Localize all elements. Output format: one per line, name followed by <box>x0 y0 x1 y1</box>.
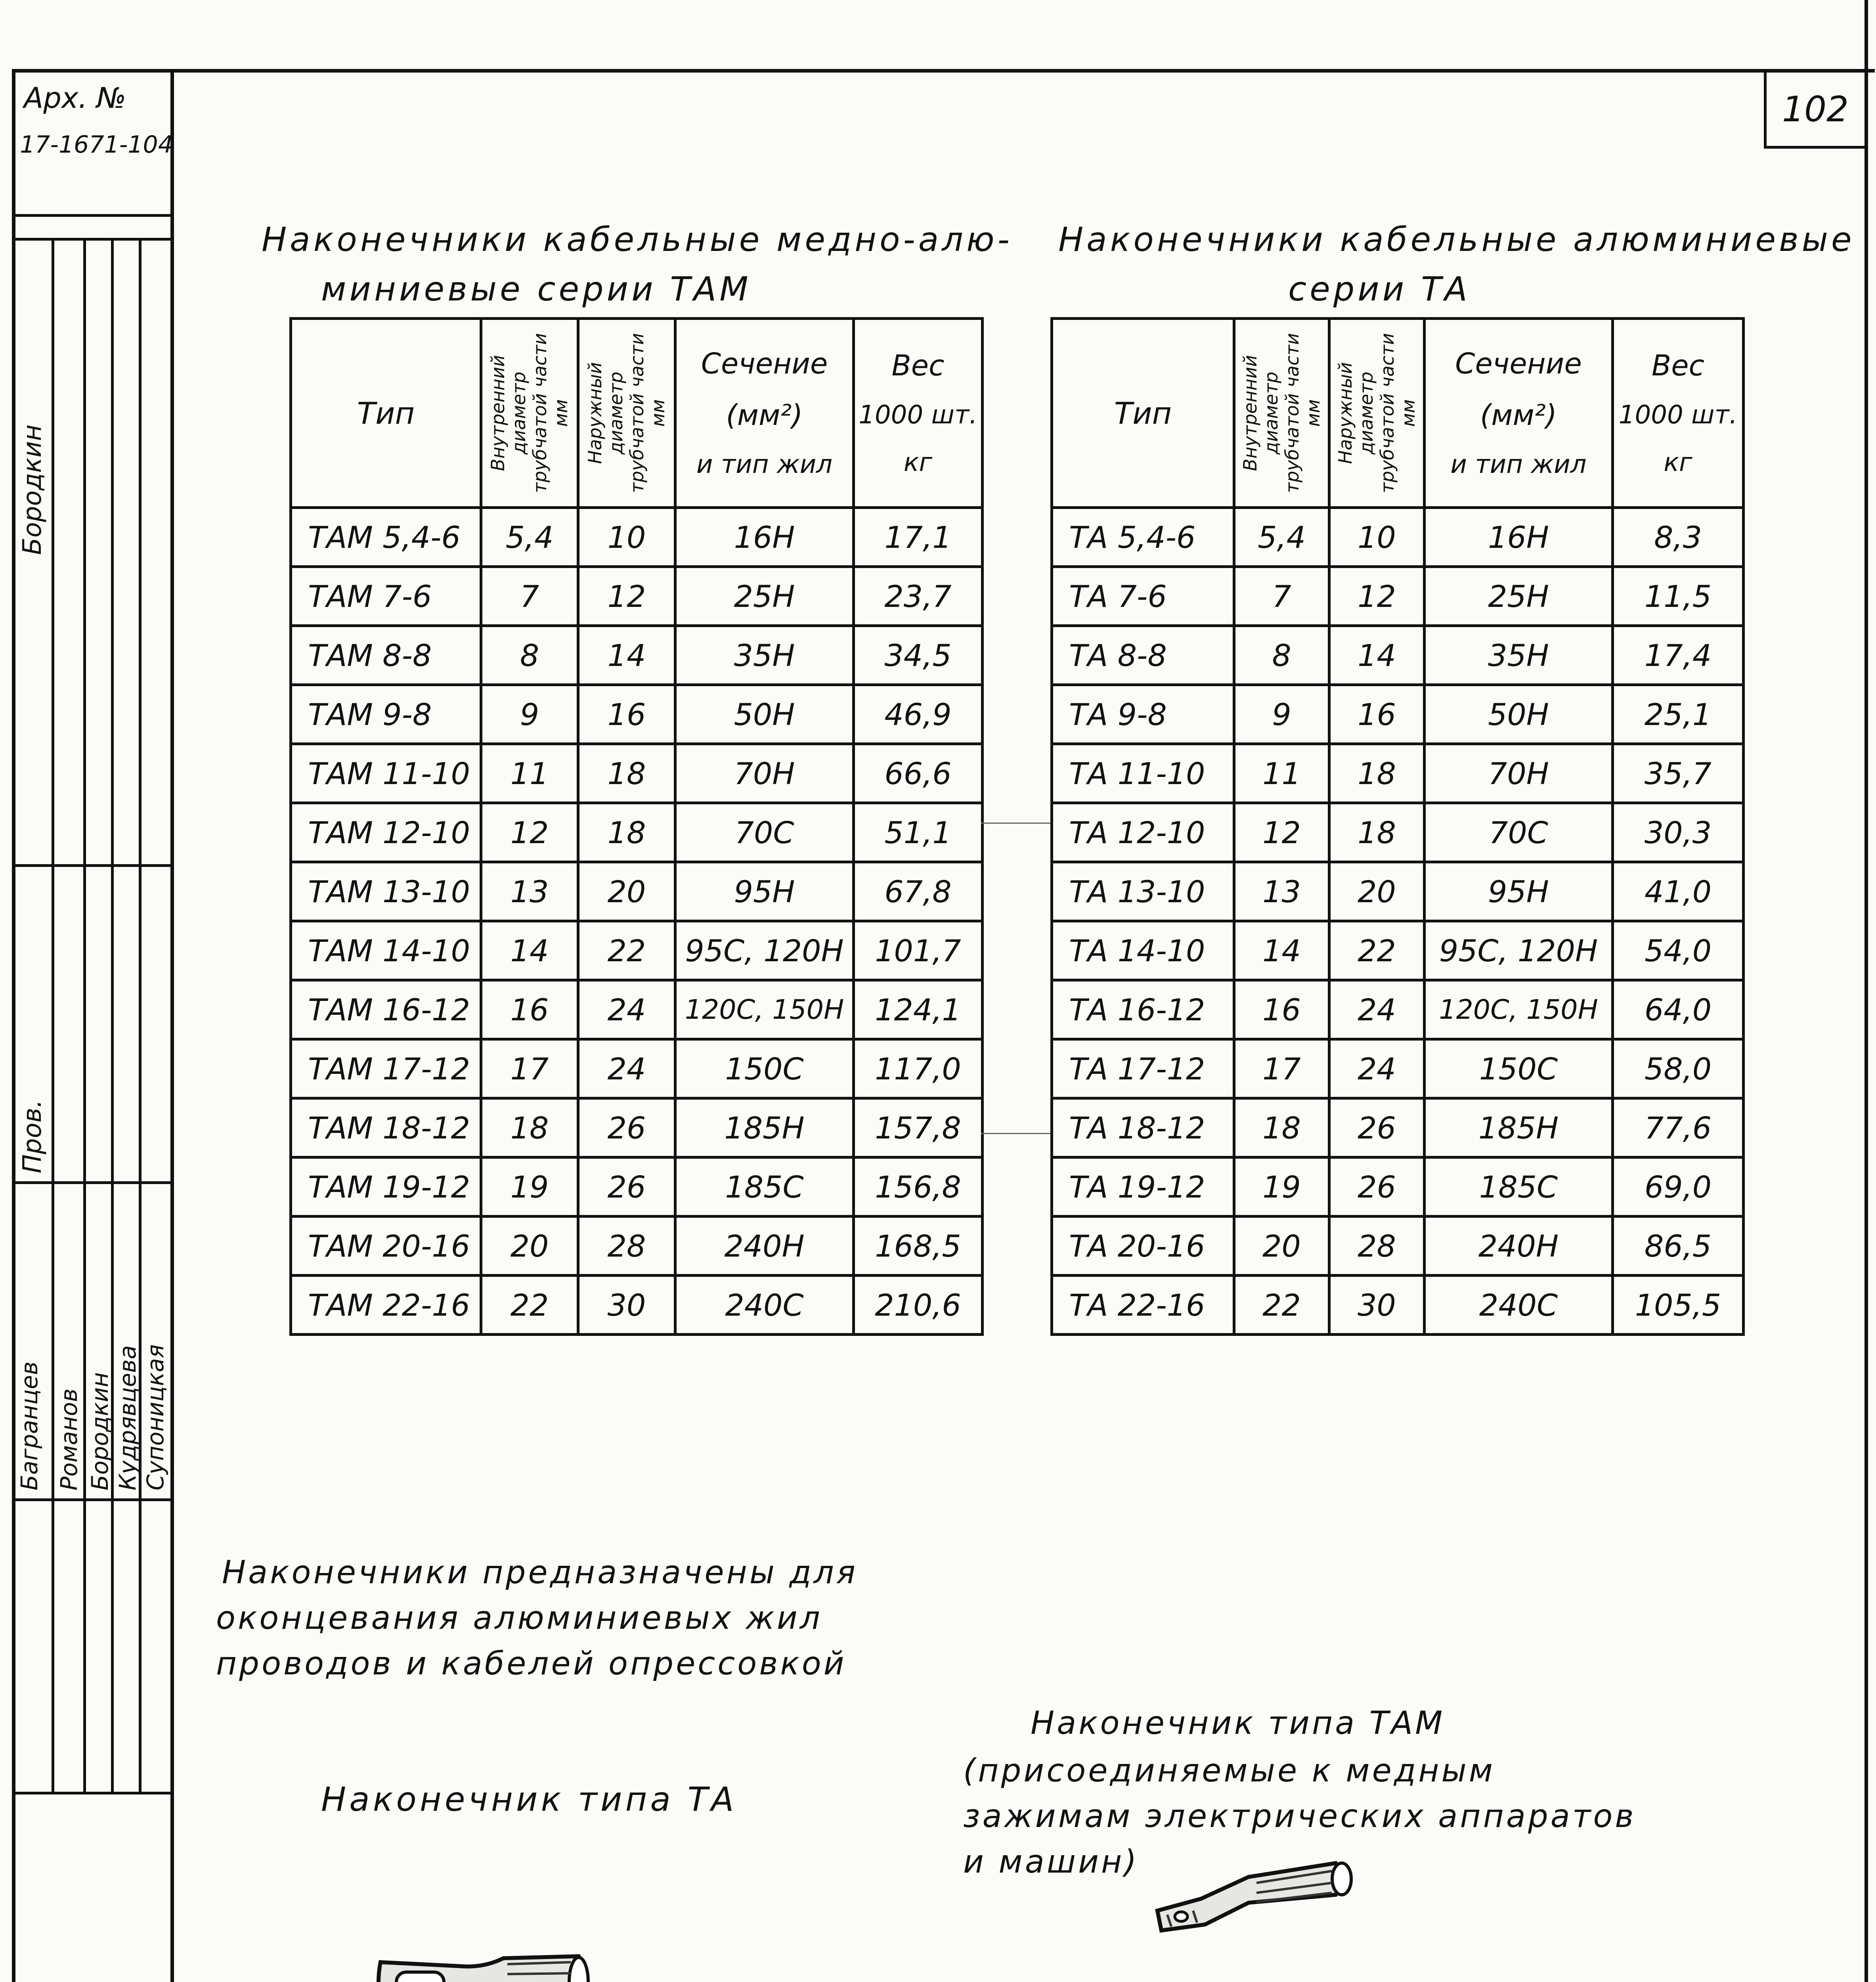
header-weight: Вес 1000 шт. кг <box>1613 319 1744 508</box>
table-row: ТА 9-8 9 16 50Н 25,1 <box>1052 685 1744 744</box>
tam-lug-drawing <box>1149 1855 1356 1938</box>
ta-lug-drawing <box>373 1946 595 1982</box>
purpose-line1: Наконечники предназначены для <box>222 1554 858 1591</box>
strip-signatory-3: Бородкин <box>86 1372 113 1490</box>
frame-top <box>12 69 1875 73</box>
table-row: ТА 5,4-6 5,4 10 16Н 8,3 <box>1052 508 1744 567</box>
table-header-row <box>1052 319 1744 508</box>
header-type: Тип <box>1052 319 1234 508</box>
table-row: ТАМ 13-10 13 20 95Н 67,8 <box>291 862 983 921</box>
tam-caption-line1: Наконечник типа ТАМ <box>1031 1705 1445 1741</box>
header-outer-diameter: Наружный диаметр трубчатой части мм <box>1329 319 1425 508</box>
table-row: ТА 17-12 17 24 150С 58,0 <box>1052 1039 1744 1098</box>
frame-left <box>12 69 15 1982</box>
tam-title-line1: Наконечники кабельные медно-алю- <box>262 220 1013 259</box>
table-row: ТАМ 16-12 16 24 120С, 150Н 124,1 <box>291 980 983 1039</box>
tam-caption-line3: зажимам электрических аппаратов <box>963 1798 1636 1835</box>
archive-label: Арх. № <box>24 81 126 115</box>
table-row: ТАМ 5,4-6 5,4 10 16Н 17,1 <box>291 508 983 567</box>
table-row: ТА 22-16 22 30 240С 105,5 <box>1052 1276 1744 1335</box>
ta-title-line2: серии ТА <box>1288 270 1471 308</box>
table-row: ТАМ 9-8 9 16 50Н 46,9 <box>291 685 983 744</box>
table-header-row <box>291 319 983 508</box>
table-row: ТАМ 7-6 7 12 25Н 23,7 <box>291 567 983 626</box>
purpose-line3: проводов и кабелей опрессовкой <box>216 1645 847 1682</box>
table-row: ТА 18-12 18 26 185Н 77,6 <box>1052 1098 1744 1157</box>
header-inner-diameter: Внутренний диаметр трубчатой части мм <box>1234 319 1329 508</box>
sheet-number-top: 102 <box>1782 88 1849 130</box>
table-row: ТА 11-10 11 18 70Н 35,7 <box>1052 744 1744 803</box>
ta-title-line1: Наконечники кабельные алюминиевые <box>1058 220 1855 259</box>
tam-table <box>289 317 984 1336</box>
strip-signatory-2: Романов <box>55 1388 82 1490</box>
tam-caption-line2: (присоединяемые к медным <box>963 1752 1495 1789</box>
table-row: ТАМ 22-16 22 30 240С 210,6 <box>291 1276 983 1335</box>
header-outer-diameter: Наружный диаметр трубчатой части мм <box>578 319 675 508</box>
table-row: ТАМ 11-10 11 18 70Н 66,6 <box>291 744 983 803</box>
frame-right <box>1865 0 1868 1982</box>
header-section: Сечение (мм²) и тип жил <box>1425 319 1613 508</box>
header-weight: Вес 1000 шт. кг <box>854 319 983 508</box>
table-row: ТА 8-8 8 14 35Н 17,4 <box>1052 626 1744 685</box>
table-row: ТАМ 12-10 12 18 70С 51,1 <box>291 803 983 862</box>
table-row: ТАМ 19-12 19 26 185С 156,8 <box>291 1157 983 1217</box>
table-row: ТА 20-16 20 28 240Н 86,5 <box>1052 1217 1744 1276</box>
table-row: ТА 14-10 14 22 95С, 120Н 54,0 <box>1052 921 1744 980</box>
header-section: Сечение (мм²) и тип жил <box>675 319 854 508</box>
strip-signatory-4: Кудрявцева <box>114 1345 141 1490</box>
table-row: ТА 16-12 16 24 120С, 150Н 64,0 <box>1052 980 1744 1039</box>
ta-table <box>1050 317 1745 1336</box>
tam-caption-line4: и машин) <box>963 1843 1139 1880</box>
content-left-border <box>170 69 174 1982</box>
purpose-line2: оконцевания алюминиевых жил <box>216 1599 822 1636</box>
strip-prov: Пров. <box>18 1100 47 1173</box>
header-type: Тип <box>291 319 481 508</box>
archive-number: 17-1671-104 <box>20 131 173 159</box>
ta-caption: Наконечник типа ТА <box>321 1780 737 1819</box>
table-row: ТАМ 17-12 17 24 150С 117,0 <box>291 1039 983 1098</box>
header-inner-diameter: Внутренний диаметр трубчатой части мм <box>481 319 578 508</box>
tam-title-line2: миниевые серии ТАМ <box>321 270 752 308</box>
table-row: ТА 12-10 12 18 70С 30,3 <box>1052 803 1744 862</box>
table-row: ТАМ 20-16 20 28 240Н 168,5 <box>291 1217 983 1276</box>
table-row: ТАМ 14-10 14 22 95С, 120Н 101,7 <box>291 921 983 980</box>
strip-name-top: Бородкин <box>18 424 47 555</box>
table-row: ТА 7-6 7 12 25Н 11,5 <box>1052 567 1744 626</box>
table-row: ТАМ 18-12 18 26 185Н 157,8 <box>291 1098 983 1157</box>
strip-signatory-5: Супоницкая <box>142 1344 169 1490</box>
table-row: ТАМ 8-8 8 14 35Н 34,5 <box>291 626 983 685</box>
table-row: ТА 19-12 19 26 185С 69,0 <box>1052 1157 1744 1217</box>
table-row: ТА 13-10 13 20 95Н 41,0 <box>1052 862 1744 921</box>
strip-signatory-1: Багранцев <box>16 1361 43 1490</box>
